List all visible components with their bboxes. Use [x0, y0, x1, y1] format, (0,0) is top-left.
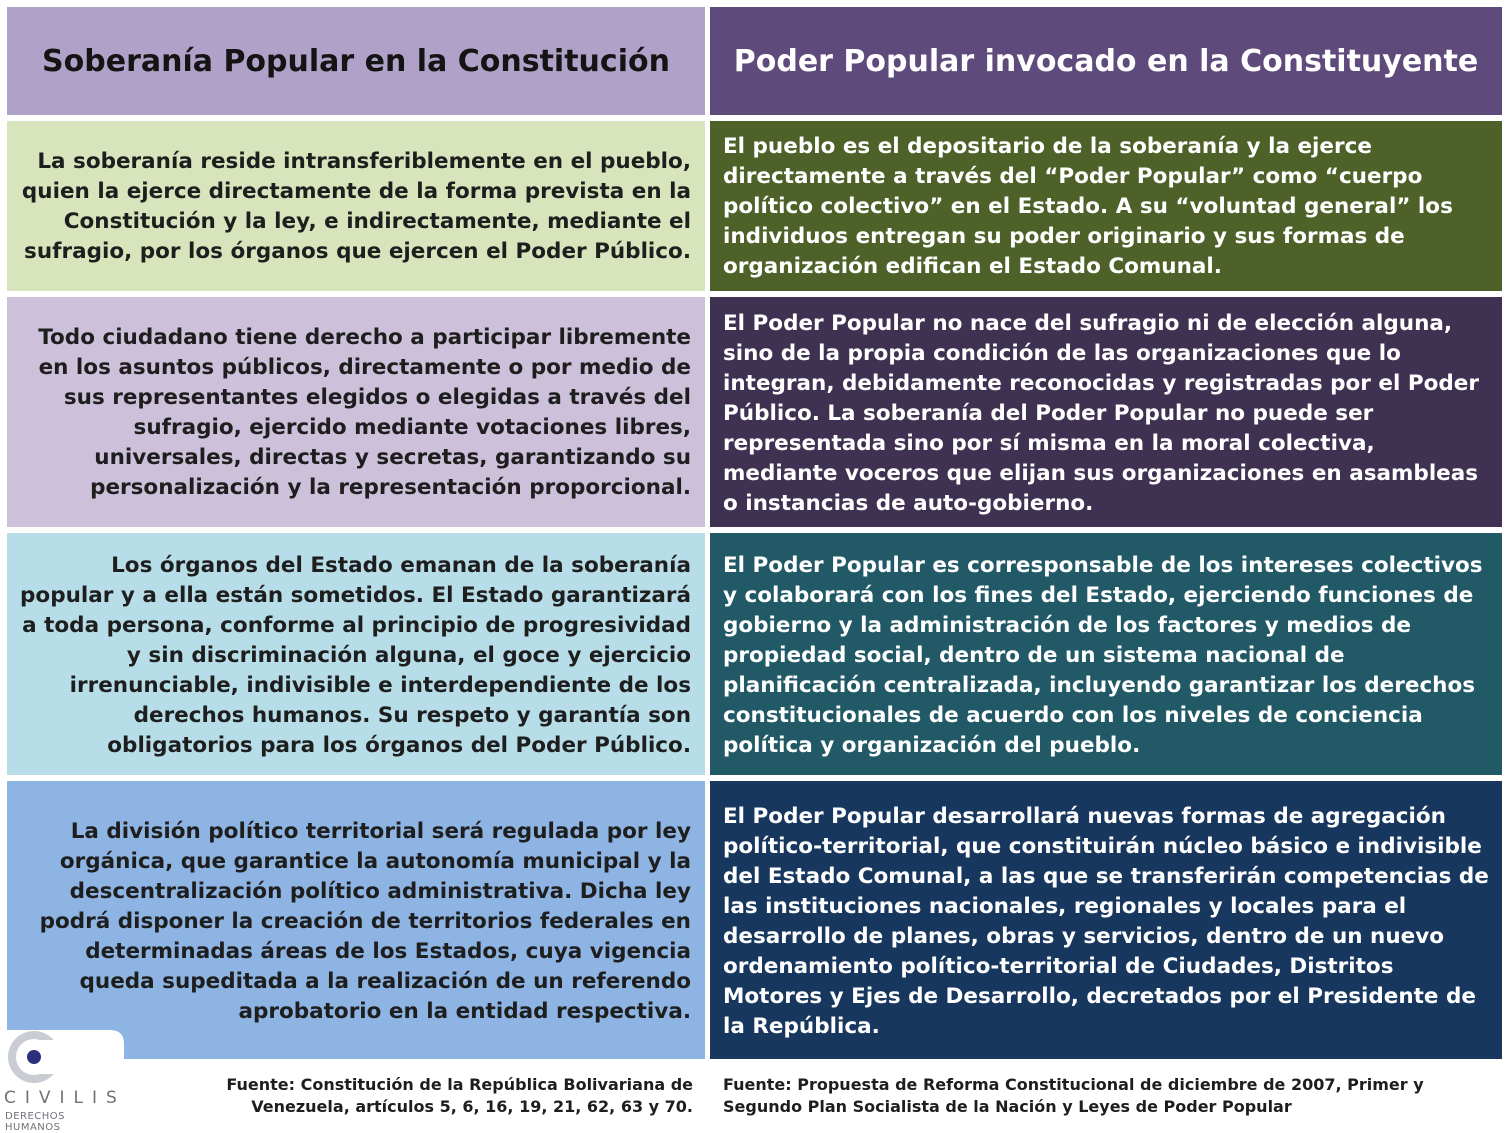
- row1-left-text: La soberanía reside intransferiblemente en el pueblo, quien la ejerce directamente de la forma prevista en la Constitución y la ley, e indirectamente, mediante el sufragio, por los órganos que ejercen el Poder Público.: [21, 149, 691, 264]
- header-right-title: Poder Popular invocado en la Constituyente: [733, 43, 1479, 79]
- civilis-logo: [0, 1030, 126, 1133]
- row1-left-cell: [7, 121, 705, 291]
- row4-left-text: La división político territorial será regulada por ley orgánica, que garantice la autonomía municipal y la descentralización político administrativa. Dicha ley podrá disponer la creación de territorios federales en determinadas áreas de los Estados, cuya vigencia queda supeditada a la realización de un referendo aprobatorio en la entidad respectiva.: [39, 819, 691, 1024]
- logo-name: CIVILIS: [4, 1088, 126, 1108]
- header-right: [710, 7, 1502, 115]
- row1-right-text: El pueblo es el depositario de la soberanía y la ejerce directamente a través del “Poder Popular” como “cuerpo político colectivo” en el Estado. A su “voluntad general” los individuos entregan su poder originario y sus formas de organización edifican el Estado Comunal.: [723, 134, 1453, 279]
- header-left-title: Soberanía Popular en la Constitución: [42, 43, 670, 79]
- row3-right-cell: [710, 533, 1502, 775]
- row3-right-text: El Poder Popular es corresponsable de los intereses colectivos y colaborará con los fines del Estado, ejerciendo funciones de gobierno y la administración de los factores y medios de propiedad social, dentro de un sistema nacional de planificación centralizada, incluyendo garantizar los derechos constitucionales de acuerdo con los niveles de conciencia política y organización del pueblo.: [723, 553, 1483, 758]
- row4-left-cell: [7, 781, 705, 1059]
- logo-tagline: DERECHOS HUMANOS: [5, 1111, 66, 1133]
- row2-right-text: El Poder Popular no nace del sufragio ni de elección alguna, sino de la propia condición de las organizaciones que lo integran, debidamente reconocidas y registradas por el Poder Público. La soberanía del Poder Popular no puede ser representada sino por sí misma en la moral colectiva, mediante voceros que elijan sus organizaciones en asambleas o instancias de auto-gobierno.: [723, 311, 1479, 516]
- row4-right-cell: [710, 781, 1502, 1059]
- header-left: [7, 7, 705, 115]
- row3-left-cell: [7, 533, 705, 775]
- source-right: [723, 1074, 1453, 1118]
- row2-left-text: Todo ciudadano tiene derecho a participar libremente en los asuntos públicos, directamente o por medio de sus representantes elegidos o elegidas a través del sufragio, ejercido mediante votaciones libres, universales, directas y secretas, garantizando su personalización y la representación proporcional.: [38, 325, 691, 500]
- source-left-text: Fuente: Constitución de la República Bolivariana de Venezuela, artículos 5, 6, 16, 19, 21, 62, 63 y 70.: [226, 1075, 693, 1116]
- row1-right-cell: [710, 121, 1502, 291]
- row4-right-text: El Poder Popular desarrollará nuevas formas de agregación político-territorial, que constituirán núcleo básico e indivisible del Estado Comunal, a las que se transferirán competencias de las instituciones nacionales, regionales y locales para el desarrollo de planes, obras y servicios, dentro de un nuevo ordenamiento político-territorial de Ciudades, Distritos Motores y Ejes de Desarrollo, decretados por el Presidente de la República.: [723, 804, 1489, 1039]
- source-left: [225, 1074, 693, 1118]
- source-right-text: Fuente: Propuesta de Reforma Constitucional de diciembre de 2007, Primer y Segundo Plan Socialista de la Nación y Leyes de Poder Popular: [723, 1075, 1424, 1116]
- row2-right-cell: [710, 297, 1502, 527]
- row3-left-text: Los órganos del Estado emanan de la soberanía popular y a ella están sometidos. El Estado garantizará a toda persona, conforme al principio de progresividad y sin discriminación alguna, el goce y ejercicio irrenunciable, indivisible e interdependiente de los derechos humanos. Su respeto y garantía son obligatorios para los órganos del Poder Público.: [20, 553, 691, 758]
- row2-left-cell: [7, 297, 705, 527]
